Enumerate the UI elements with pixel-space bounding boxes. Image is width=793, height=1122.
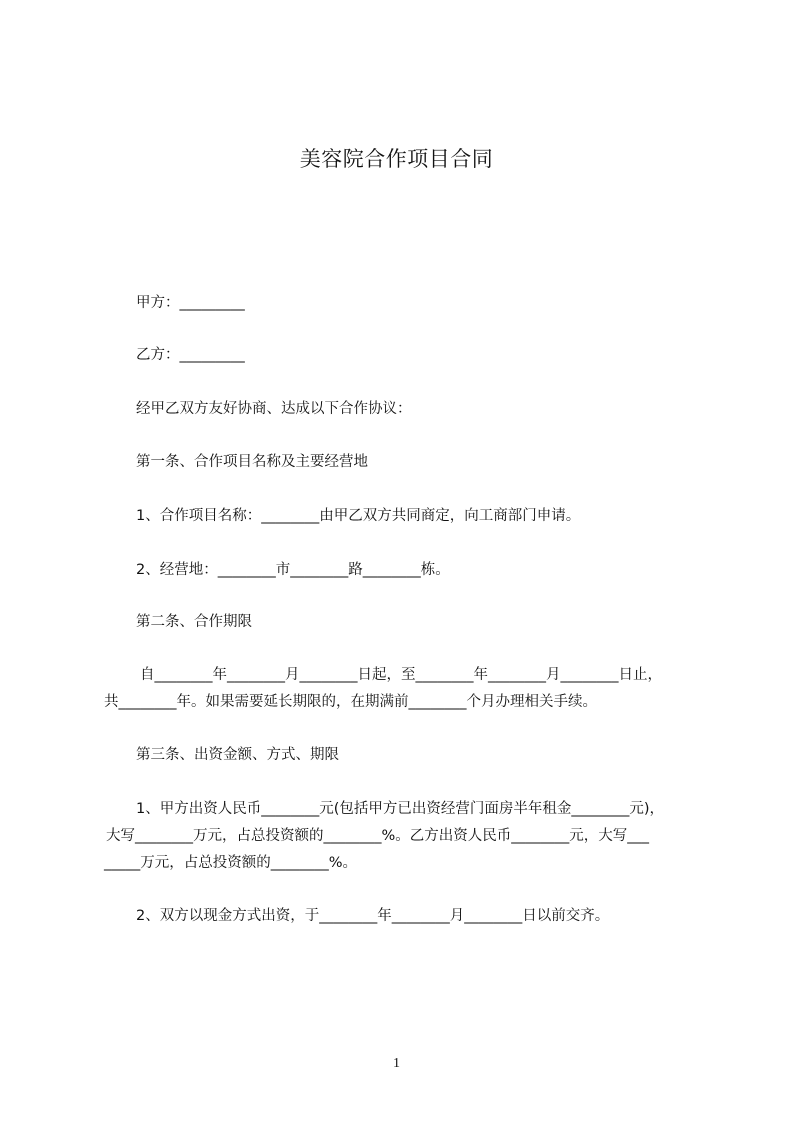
article1-item1: 1、合作项目名称：________由甲乙双方共同商定，向工商部门申请。	[136, 508, 581, 524]
document-title: 美容院合作项目合同	[299, 147, 494, 171]
party-b-line: 乙方：_________	[136, 347, 245, 363]
article3-item1-line2: 大写________万元，占总投资额的________%。乙方出资人民币________元，大写___	[106, 828, 650, 844]
article3-item2: 2、双方以现金方式出资，于________年________月________日以前交齐。	[136, 908, 610, 924]
article2-line2: 共________年。如果需要延长期限的，在期满前________个月办理相关手续。	[104, 694, 597, 710]
page-number: 1	[393, 1056, 400, 1071]
article1-heading: 第一条、合作项目名称及主要经营地	[136, 454, 368, 470]
article2-line1: 自________年________月________日起，至________年________月________日止，	[140, 667, 662, 683]
article1-item2: 2、经营地：________市________路________栋。	[136, 562, 450, 578]
intro-paragraph: 经甲乙双方友好协商、达成以下合作协议：	[136, 401, 412, 417]
party-a-line: 甲方：_________	[136, 295, 245, 311]
article3-heading: 第三条、出资金额、方式、期限	[136, 747, 339, 763]
article3-item1-line1: 1、甲方出资人民币________元(包括甲方已出资经营门面房半年租金________元)，	[136, 801, 665, 817]
article3-item1-line3: _____万元，占总投资额的________%。	[104, 855, 358, 871]
article2-heading: 第二条、合作期限	[136, 614, 252, 630]
